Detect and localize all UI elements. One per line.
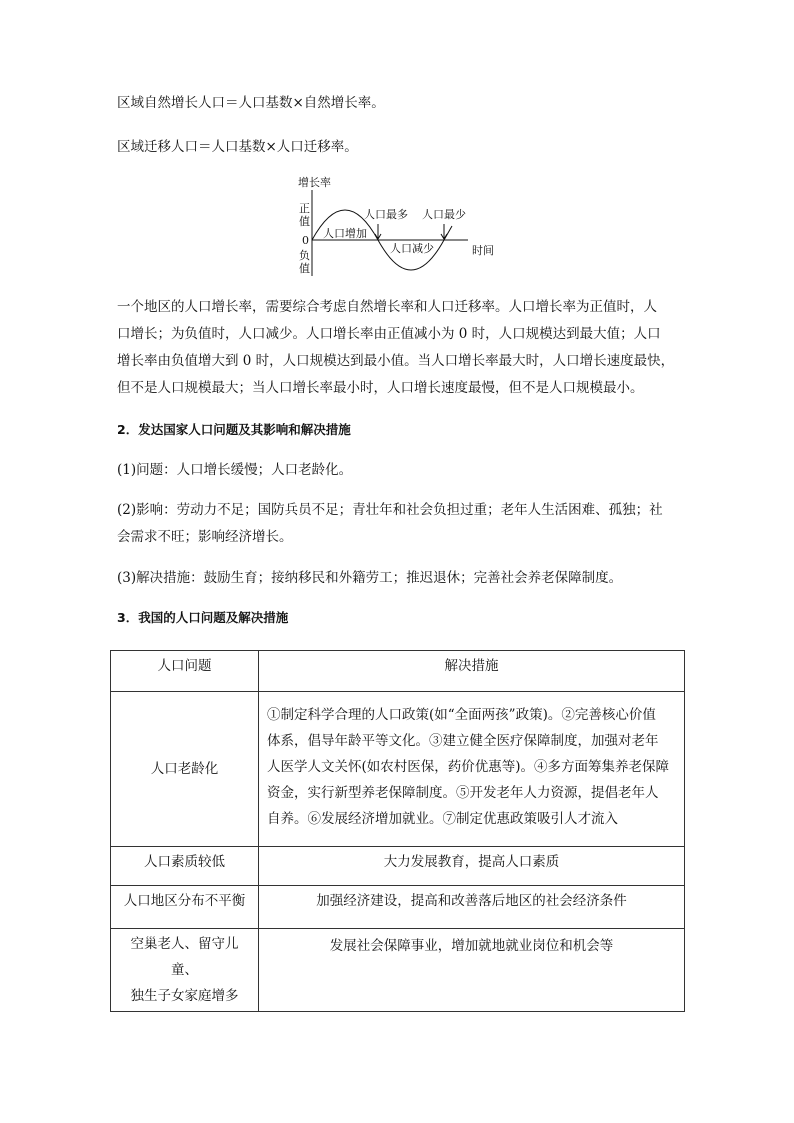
- measure-cell: 发展社会保障事业，增加就地就业岗位和机会等: [259, 929, 685, 1012]
- header-problem: 人口问题: [111, 651, 259, 692]
- impact-line: (2)影响：劳动力不足；国防兵员不足；青壮年和社会负担过重；老年人生活困难、孤独；社: [117, 502, 663, 518]
- x-axis-title: 时间: [472, 244, 494, 257]
- table-row: [111, 692, 685, 847]
- migration-formula: 区域迁移人口＝人口基数×人口迁移率。: [117, 139, 358, 155]
- population-growth-rate-diagram: [290, 172, 510, 282]
- table-row: [111, 886, 685, 929]
- developed-impact: [117, 497, 683, 551]
- table-row: [111, 847, 685, 886]
- explanation-line: 口增长；为负值时，人口减少。人口增长率由正值减小为 0 时，人口规模达到最大值；人口: [117, 326, 661, 342]
- measure-line: 人医学人文关怀(如农村医保，药价优惠等)。④多方面筹集养老保障: [267, 759, 670, 775]
- problem-cell: 人口地区分布不平衡: [111, 886, 259, 929]
- measure-line: 资金，实行新型养老保障制度。⑤开发老年人力资源，提倡老年人: [267, 785, 659, 801]
- china-population-problems-table: [110, 650, 685, 1012]
- problem-line: 独生子女家庭增多: [130, 988, 239, 1004]
- measure-cell: 大力发展教育，提高人口素质: [259, 847, 685, 886]
- natural-growth-formula: 区域自然增长人口＝人口基数×自然增长率。: [117, 95, 385, 111]
- negative-label-1: 负: [299, 249, 310, 262]
- measure-line: 体系，倡导年龄平等文化。③建立健全医疗保障制度，加强对老年: [267, 733, 659, 749]
- y-axis-title: 增长率: [298, 176, 331, 189]
- measure-line: ①制定科学合理的人口政策(如“全面两孩”政策)。②完善核心价值: [267, 707, 656, 723]
- problem-cell: [111, 929, 259, 1012]
- measure-cell: [259, 692, 685, 847]
- positive-label-1: 正: [299, 202, 310, 215]
- growth-rate-explanation: [117, 294, 683, 402]
- section-2-heading: 2．发达国家人口问题及其影响和解决措施: [117, 422, 351, 437]
- max-label: 人口最多: [364, 208, 408, 221]
- increase-label: 人口增加: [323, 227, 367, 240]
- header-measure: 解决措施: [259, 651, 685, 692]
- impact-line: 会需求不旺；影响经济增长。: [117, 529, 293, 545]
- zero-label: 0: [302, 234, 309, 247]
- positive-label-2: 值: [299, 215, 310, 228]
- measure-line: 自养。⑥发展经济增加就业。⑦制定优惠政策吸引人才流入: [267, 811, 618, 827]
- developed-measures: (3)解决措施：鼓励生育；接纳移民和外籍劳工；推迟退休；完善社会养老保障制度。: [117, 570, 623, 586]
- problem-line: 空巢老人、留守儿童、: [130, 936, 239, 978]
- section-3-heading: 3．我国的人口问题及解决措施: [117, 610, 289, 625]
- table-header-row: [111, 651, 685, 692]
- problem-cell: 人口素质较低: [111, 847, 259, 886]
- explanation-line: 增长率由负值增大到 0 时，人口规模达到最小值。当人口增长率最大时，人口增长速度最快，: [117, 353, 675, 369]
- negative-label-2: 值: [299, 262, 310, 275]
- min-label: 人口最少: [422, 208, 466, 221]
- developed-problems: (1)问题：人口增长缓慢；人口老龄化。: [117, 462, 353, 478]
- table-row: [111, 929, 685, 1012]
- explanation-line: 一个地区的人口增长率，需要综合考虑自然增长率和人口迁移率。人口增长率为正值时，人: [117, 299, 657, 315]
- explanation-line: 但不是人口规模最大；当人口增长率最小时，人口增长速度最慢，但不是人口规模最小。: [117, 380, 644, 396]
- problem-cell: 人口老龄化: [111, 692, 259, 847]
- decrease-label: 人口减少: [390, 242, 434, 255]
- measure-cell: 加强经济建设，提高和改善落后地区的社会经济条件: [259, 886, 685, 929]
